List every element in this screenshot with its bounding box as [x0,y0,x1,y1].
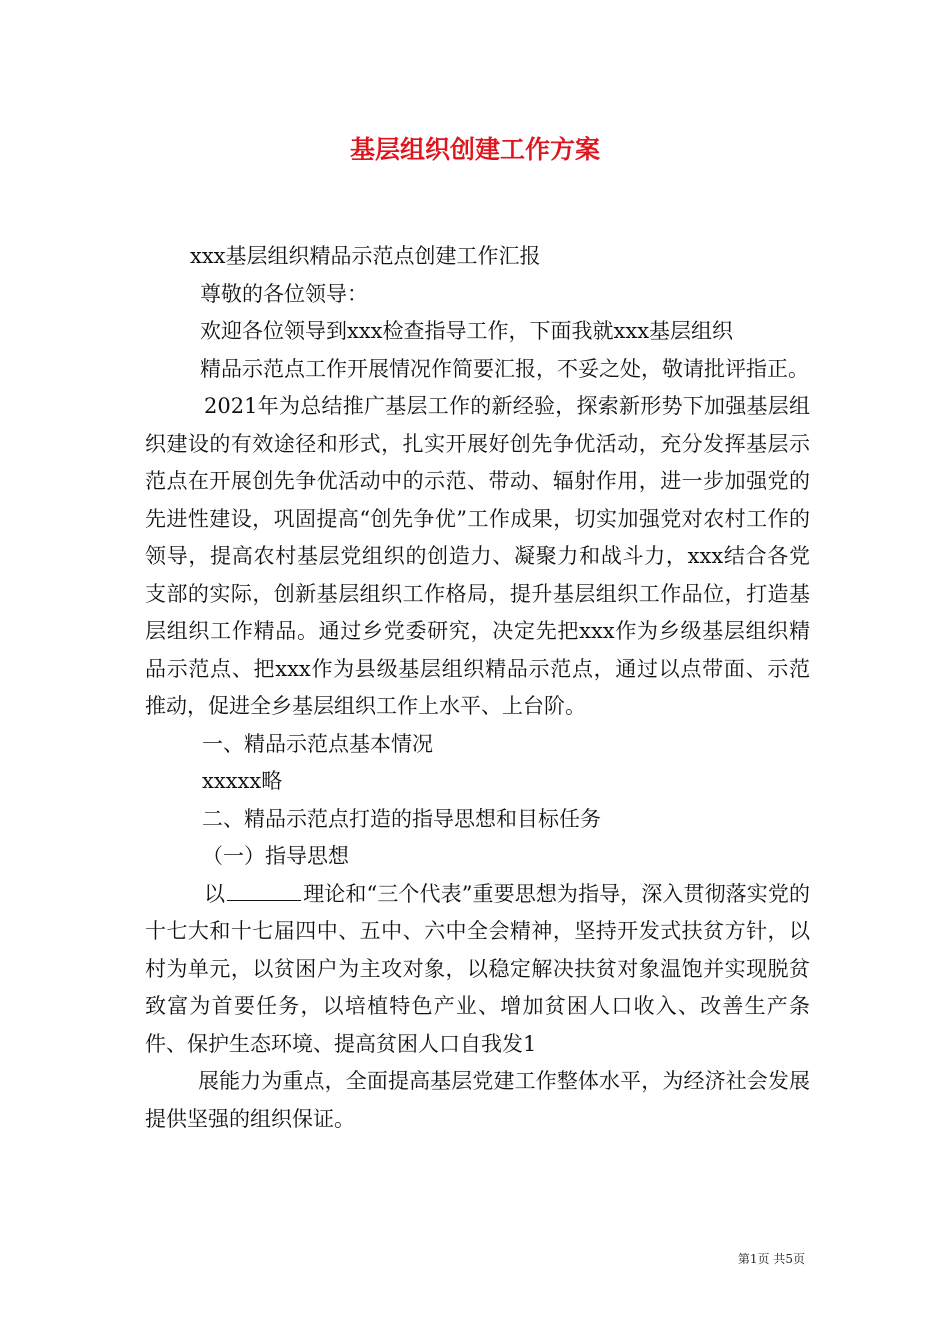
section-heading-2: 二、精品示范点打造的指导思想和目标任务 [202,806,601,831]
paragraph-background: 2021年为总结推广基层工作的新经验，探索新形势下加强基层组织建设的有效途径和形式，扎实开展好创先争优活动，充分发挥基层示范点在开展创先争优活动中的示范、带动、辐射作用，进一步加强党的先进性建设，巩固提高“创先争优”工作成果，切实加强党对农村工作的领导，提高农村基层党组织的创造力、凝聚力和战斗力，xxx结合各党支部的实际，创新基层组织工作格局，提升基层组织工作品位，打造基层组织工作精品。通过乡党委研究，决定先把xxx作为乡级基层组织精品示范点、把xxx作为县级基层组织精品示范点，通过以点带面、示范推动，促进全乡基层组织工作上水平、上台阶。 [145,394,810,718]
section-heading-1: 一、精品示范点基本情况 [202,731,433,756]
paragraph-welcome: 欢迎各位领导到xxx检查指导工作，下面我就xxx基层组织 [200,319,734,343]
guiding-thought-lead: 以 [204,881,226,906]
salutation: 尊敬的各位领导： [200,281,368,306]
paragraph-guiding-thought-continued: 展能力为重点，全面提高基层党建工作整体水平，为经济社会发展提供坚强的组织保证。 [145,1069,810,1131]
paragraph-report-intro: 精品示范点工作开展情况作简要汇报，不妥之处，敬请批评指正。 [200,356,809,381]
paragraph-guiding-thought [145,876,810,1064]
section-1-content: xxxxx略 [202,769,283,793]
report-heading: xxx基层组织精品示范点创建工作汇报 [190,244,541,268]
page-number: 第1页 共5页 [737,1252,805,1266]
blank-underline [227,882,301,901]
document-body [145,238,810,1138]
subsection-heading-1: （一）指导思想 [202,844,349,868]
document-title: 基层组织创建工作方案 [349,135,600,164]
guiding-thought-text: 理论和“三个代表”重要思想为指导，深入贯彻落实党的十七大和十七届四中、五中、六中全会精神，坚持开发式扶贫方针，以村为单元，以贫困户为主攻对象，以稳定解决扶贫对象温饱并实现脱贫致富为首要任务，以培植特色产业、增加贫困人口收入、改善生产条件、保护生态环境、提高贫困人口自我发1 [145,881,810,1056]
